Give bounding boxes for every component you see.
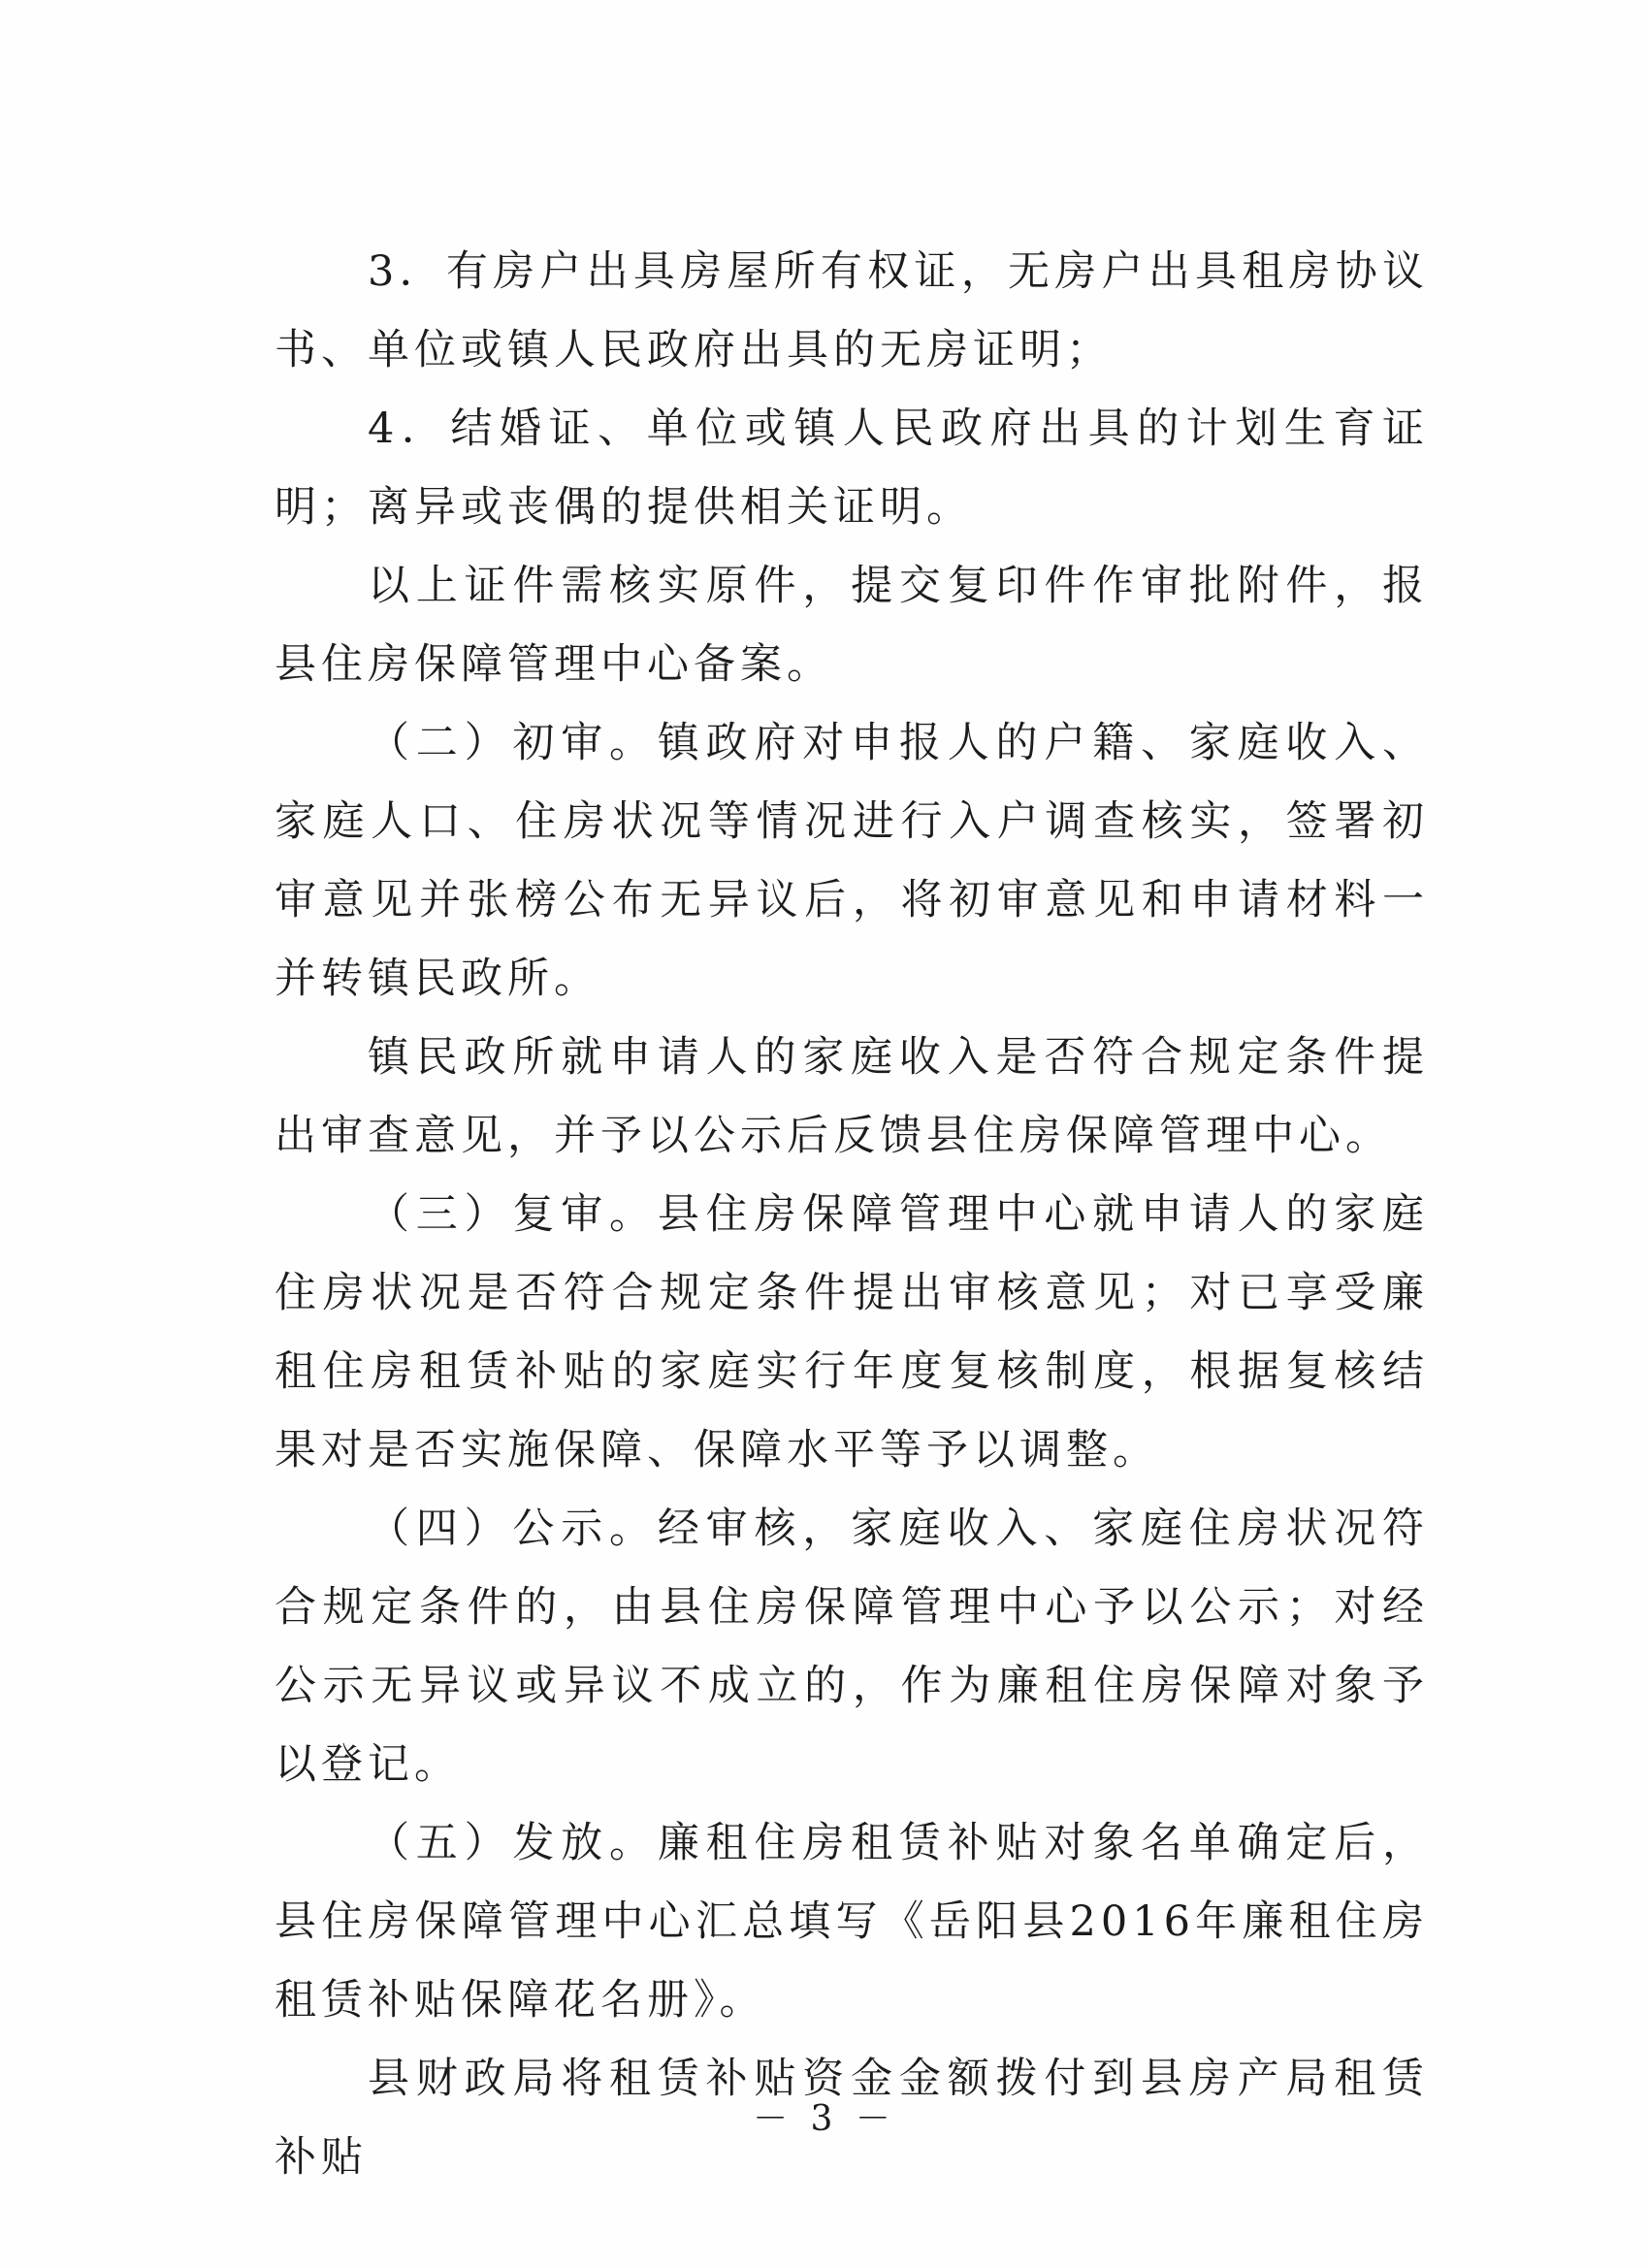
paragraph-civil-affairs-review: 镇民政所就申请人的家庭收入是否符合规定条件提出审查意见，并予以公示后反馈县住房保障管理中心。: [275, 1033, 1429, 1160]
document-body: [275, 233, 1429, 2197]
paragraph-verification-note: 以上证件需核实原件，提交复印件作审批附件，报县住房保障管理中心备案。: [275, 562, 1429, 689]
paragraph-distribution: （五）发放。廉租住房租赁补贴对象名单确定后，县住房保障管理中心汇总填写《岳阳县2016年廉租住房租赁补贴保障花名册》。: [275, 1819, 1429, 2025]
page-number: － 3 －: [753, 2099, 896, 2139]
paragraph-re-examination: （三）复审。县住房保障管理中心就申请人的家庭住房状况是否符合规定条件提出审核意见；对已享受廉租住房租赁补贴的家庭实行年度复核制度，根据复核结果对是否实施保障、保障水平等予以调整。: [275, 1190, 1429, 1474]
paragraph-preliminary-review: （二）初审。镇政府对申报人的户籍、家庭收入、家庭人口、住房状况等情况进行入户调查核实，签署初审意见并张榜公布无异议后，将初审意见和申请材料一并转镇民政所。: [275, 719, 1429, 1003]
paragraph-public-notice: （四）公示。经审核，家庭收入、家庭住房状况符合规定条件的，由县住房保障管理中心予以公示；对经公示无异议或异议不成立的，作为廉租住房保障对象予以登记。: [275, 1505, 1429, 1789]
paragraph-item-3-housing-certificate: 3．有房户出具房屋所有权证，无房户出具租房协议书、单位或镇人民政府出具的无房证明；: [275, 247, 1429, 374]
paragraph-item-4-marriage-certificate: 4．结婚证、单位或镇人民政府出具的计划生育证明；离异或丧偶的提供相关证明。: [275, 405, 1429, 532]
paragraph-finance-allocation: 县财政局将租赁补贴资金金额拨付到县房产局租赁补贴: [275, 2055, 1429, 2182]
